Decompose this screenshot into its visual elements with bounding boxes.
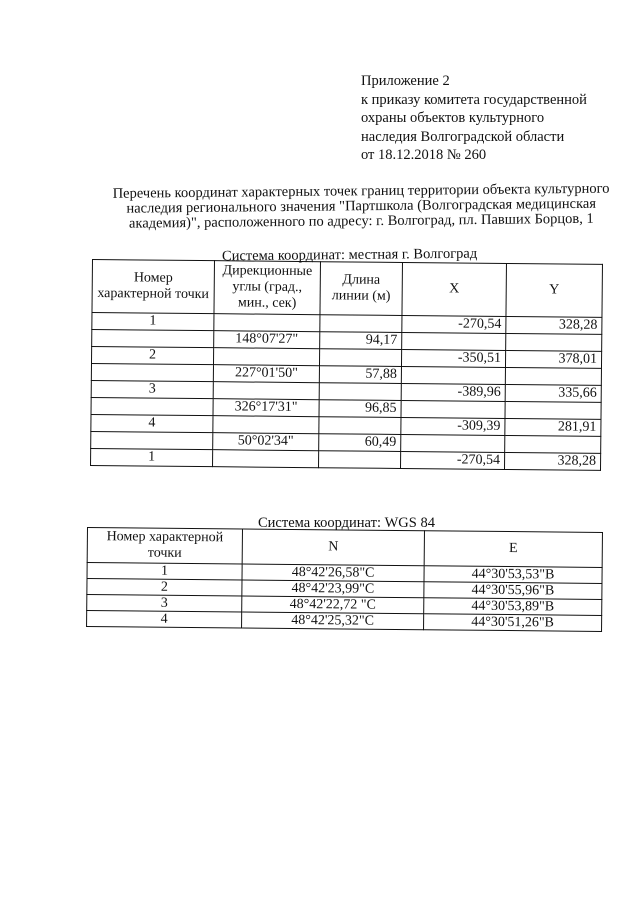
header-point: Номер характерной точки (87, 528, 242, 564)
cell-point: 4 (87, 611, 242, 628)
cell-point (91, 397, 213, 415)
cell-n: 48°42'23,99"С (242, 580, 424, 598)
cell-y (505, 367, 601, 385)
header-x: X (402, 262, 507, 316)
table2-title: Система координат: WGS 84 (258, 515, 435, 531)
appendix-line: к приказу комитета государственной (361, 91, 587, 108)
cell-n: 48°42'25,32"С (242, 612, 424, 630)
cell-x (401, 366, 505, 384)
cell-angle: 227°01'50" (213, 365, 319, 383)
appendix-block (361, 72, 631, 165)
cell-e: 44°30'53,89"В (424, 598, 602, 616)
cell-point: 4 (91, 414, 213, 432)
table1-title: Система координат: местная г. Волгоград (221, 245, 478, 265)
cell-y: 281,91 (505, 418, 601, 436)
cell-n: 48°42'22,72 "С (242, 596, 424, 614)
cell-angle (213, 450, 319, 468)
heading-line: Перечень координат характерных точек границ территории объекта культурного (112, 180, 610, 202)
cell-point: 1 (87, 563, 242, 580)
cell-point: 1 (92, 313, 214, 331)
cell-length: 94,17 (320, 332, 402, 350)
cell-point (91, 364, 213, 382)
cell-length (319, 417, 401, 435)
cell-length (319, 383, 401, 401)
cell-point: 2 (87, 579, 242, 596)
cell-point: 3 (87, 595, 242, 612)
cell-point (91, 431, 213, 449)
cell-x (401, 400, 505, 418)
cell-point: 2 (91, 347, 213, 365)
wgs84-coordinates-table (86, 527, 603, 632)
header-point: Номер характерной точки (92, 260, 215, 314)
header-n: N (242, 529, 424, 566)
header-length: Длина линии (м) (320, 262, 403, 316)
cell-point (92, 330, 214, 348)
appendix-line: от 18.12.2018 № 260 (361, 147, 487, 163)
cell-angle (213, 348, 319, 366)
header-e: E (424, 531, 602, 568)
header-angle: Дирекционные углы (град., мин., сек) (214, 261, 321, 315)
appendix-line: охраны объектов культурного (361, 110, 545, 126)
heading-line: академия)", расположенного по адресу: г. Волгоград, пл. Павших Борцов, 1 (128, 210, 594, 232)
cell-y (505, 435, 601, 453)
cell-x: -309,39 (401, 417, 505, 435)
cell-e: 44°30'55,96"В (424, 582, 602, 600)
cell-angle: 326°17'31" (213, 399, 319, 417)
cell-e: 44°30'53,53"В (424, 566, 602, 584)
table-header-row (92, 260, 602, 318)
cell-point: 3 (91, 380, 213, 398)
heading-line: наследия регионального значения "Партшкола (Волгоградская медицинская (126, 195, 597, 217)
document-heading (96, 181, 626, 232)
cell-angle (213, 416, 319, 434)
cell-y: 335,66 (505, 384, 601, 402)
cell-x: -350,51 (401, 349, 505, 367)
cell-y: 328,28 (506, 316, 602, 334)
cell-length (319, 349, 401, 367)
table-row (91, 448, 601, 470)
cell-y (506, 333, 602, 351)
cell-x: -270,54 (402, 315, 506, 333)
cell-point: 1 (91, 448, 213, 466)
cell-x: -389,96 (401, 383, 505, 401)
cell-length: 96,85 (319, 400, 401, 418)
cell-x: -270,54 (401, 451, 505, 469)
table-header-row (87, 528, 602, 568)
cell-y: 328,28 (504, 452, 600, 470)
cell-x (401, 434, 505, 452)
cell-y: 378,01 (505, 350, 601, 368)
appendix-line: Приложение 2 (361, 73, 450, 89)
cell-angle (213, 382, 319, 400)
header-y: Y (506, 263, 603, 317)
cell-x (402, 332, 506, 350)
local-coordinates-table (90, 259, 603, 471)
cell-y (505, 401, 601, 419)
cell-angle (214, 314, 320, 332)
cell-n: 48°42'26,58"С (242, 564, 424, 582)
cell-e: 44°30'51,26"В (424, 614, 602, 632)
appendix-line: наследия Волгоградской области (361, 128, 565, 145)
cell-angle: 148°07'27" (214, 331, 320, 349)
cell-angle: 50°02'34" (213, 433, 319, 451)
cell-length: 60,49 (319, 434, 401, 452)
cell-length: 57,88 (319, 366, 401, 384)
cell-length (319, 451, 401, 469)
cell-length (320, 315, 402, 333)
